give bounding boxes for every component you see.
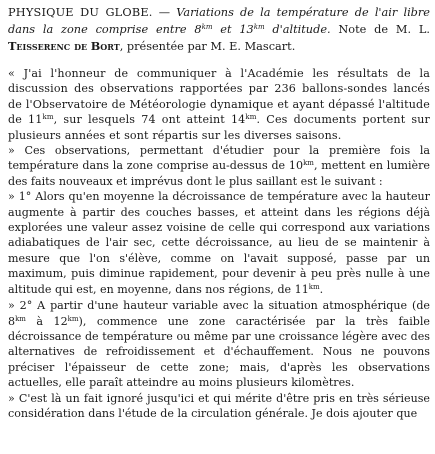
paragraph-1-end: . Ces documents portent sur plusieurs années et sont répartis sur les diverses saisons. [8,113,430,142]
header-dash: — [152,6,177,19]
paragraph-4-end: ), commence une zone caractérisée par la très faible décroissance de température ou même par une croissance légère avec des alternatives de refroidissement et d'échauffement. Nous ne pouvons préciser l'épaisseur de cette zone; mais, d'après les observations actuelles, elle paraît atteindre au moins plusieurs kilomètres. [8,314,430,390]
article-title-part3: et 13 [212,23,254,36]
unit-km: km [42,113,54,122]
paragraph-3-text: » 1° Alors qu'en moyenne la décroissance de température avec la hauteur augmente à partir des couches basses, et atteint dans les régions déjà explorées une valeur assez voisine de celle qui correspond aux variations adiabatiques de l'air sec, cette décroissance, au lieu de se maintenir à mesure que l'on s'élève, comme on l'avait supposé, passe par un maximum, puis diminue rapidement, pour devenir à peu près nulle à une altitude qui est, en moyenne, dans nos régions, de 11 [8,190,430,296]
title-unit-2: km [253,23,265,31]
unit-km: km [15,314,26,323]
article-title-part1: Variations de la température de l'air libre dans la [8,6,430,36]
note-prefix: Note de M. L. [330,23,430,36]
document-page [8,4,430,421]
paragraph-1-mid: , sur lesquels 74 ont atteint 14 [53,113,246,127]
article-title-part2: zone comprise entre 8 [61,23,202,36]
paragraph-2-text: » Ces observations, permettant d'étudier pour la première fois la température dans la zone comprise au-dessus de 10 [8,144,430,173]
unit-km: km [308,282,320,291]
title-unit-1: km [201,23,213,31]
paragraph-4-text: » 2° A partir d'une hauteur variable avec la situation atmosphérique (de 8 [8,299,430,328]
paragraph-4 [8,298,430,390]
article-title-part4: d'altitude. [264,23,331,36]
unit-km: km [67,314,79,323]
paragraph-2-end: , mettent en lumière des faits nouveaux et imprévus dont le plus saillant est le suivant : [8,159,430,188]
unit-km: km [303,159,314,168]
paragraph-3 [8,189,430,297]
paragraph-5-text: » C'est là un fait ignoré jusqu'ici et qui mérite d'être pris en très sérieuse considération dans l'étude de la circulation générale. Je dois ajouter que [8,391,430,420]
paragraph-1 [8,66,430,143]
author-name-line1: Teisserenc de [8,39,88,53]
section-title: PHYSIQUE DU GLOBE. [8,6,153,19]
paragraph-2 [8,143,430,189]
presented-by: , présentée par M. E. Mascart. [119,40,296,53]
paragraph-3-end: . [319,282,324,296]
unit-km: km [245,113,257,122]
paragraph-1-text: « J'ai l'honneur de communiquer à l'Académie les résultats de la discussion des observations rapportées par 236 ballons-sondes lancés de l'Observatoire de Météorologie dynamique et ayant dépassé l'altitude de 11 [8,67,430,127]
author-name-line2: Bort [90,39,120,53]
article-header [8,4,430,55]
paragraph-4-mid: à 12 [25,314,68,328]
paragraph-5 [8,391,430,422]
